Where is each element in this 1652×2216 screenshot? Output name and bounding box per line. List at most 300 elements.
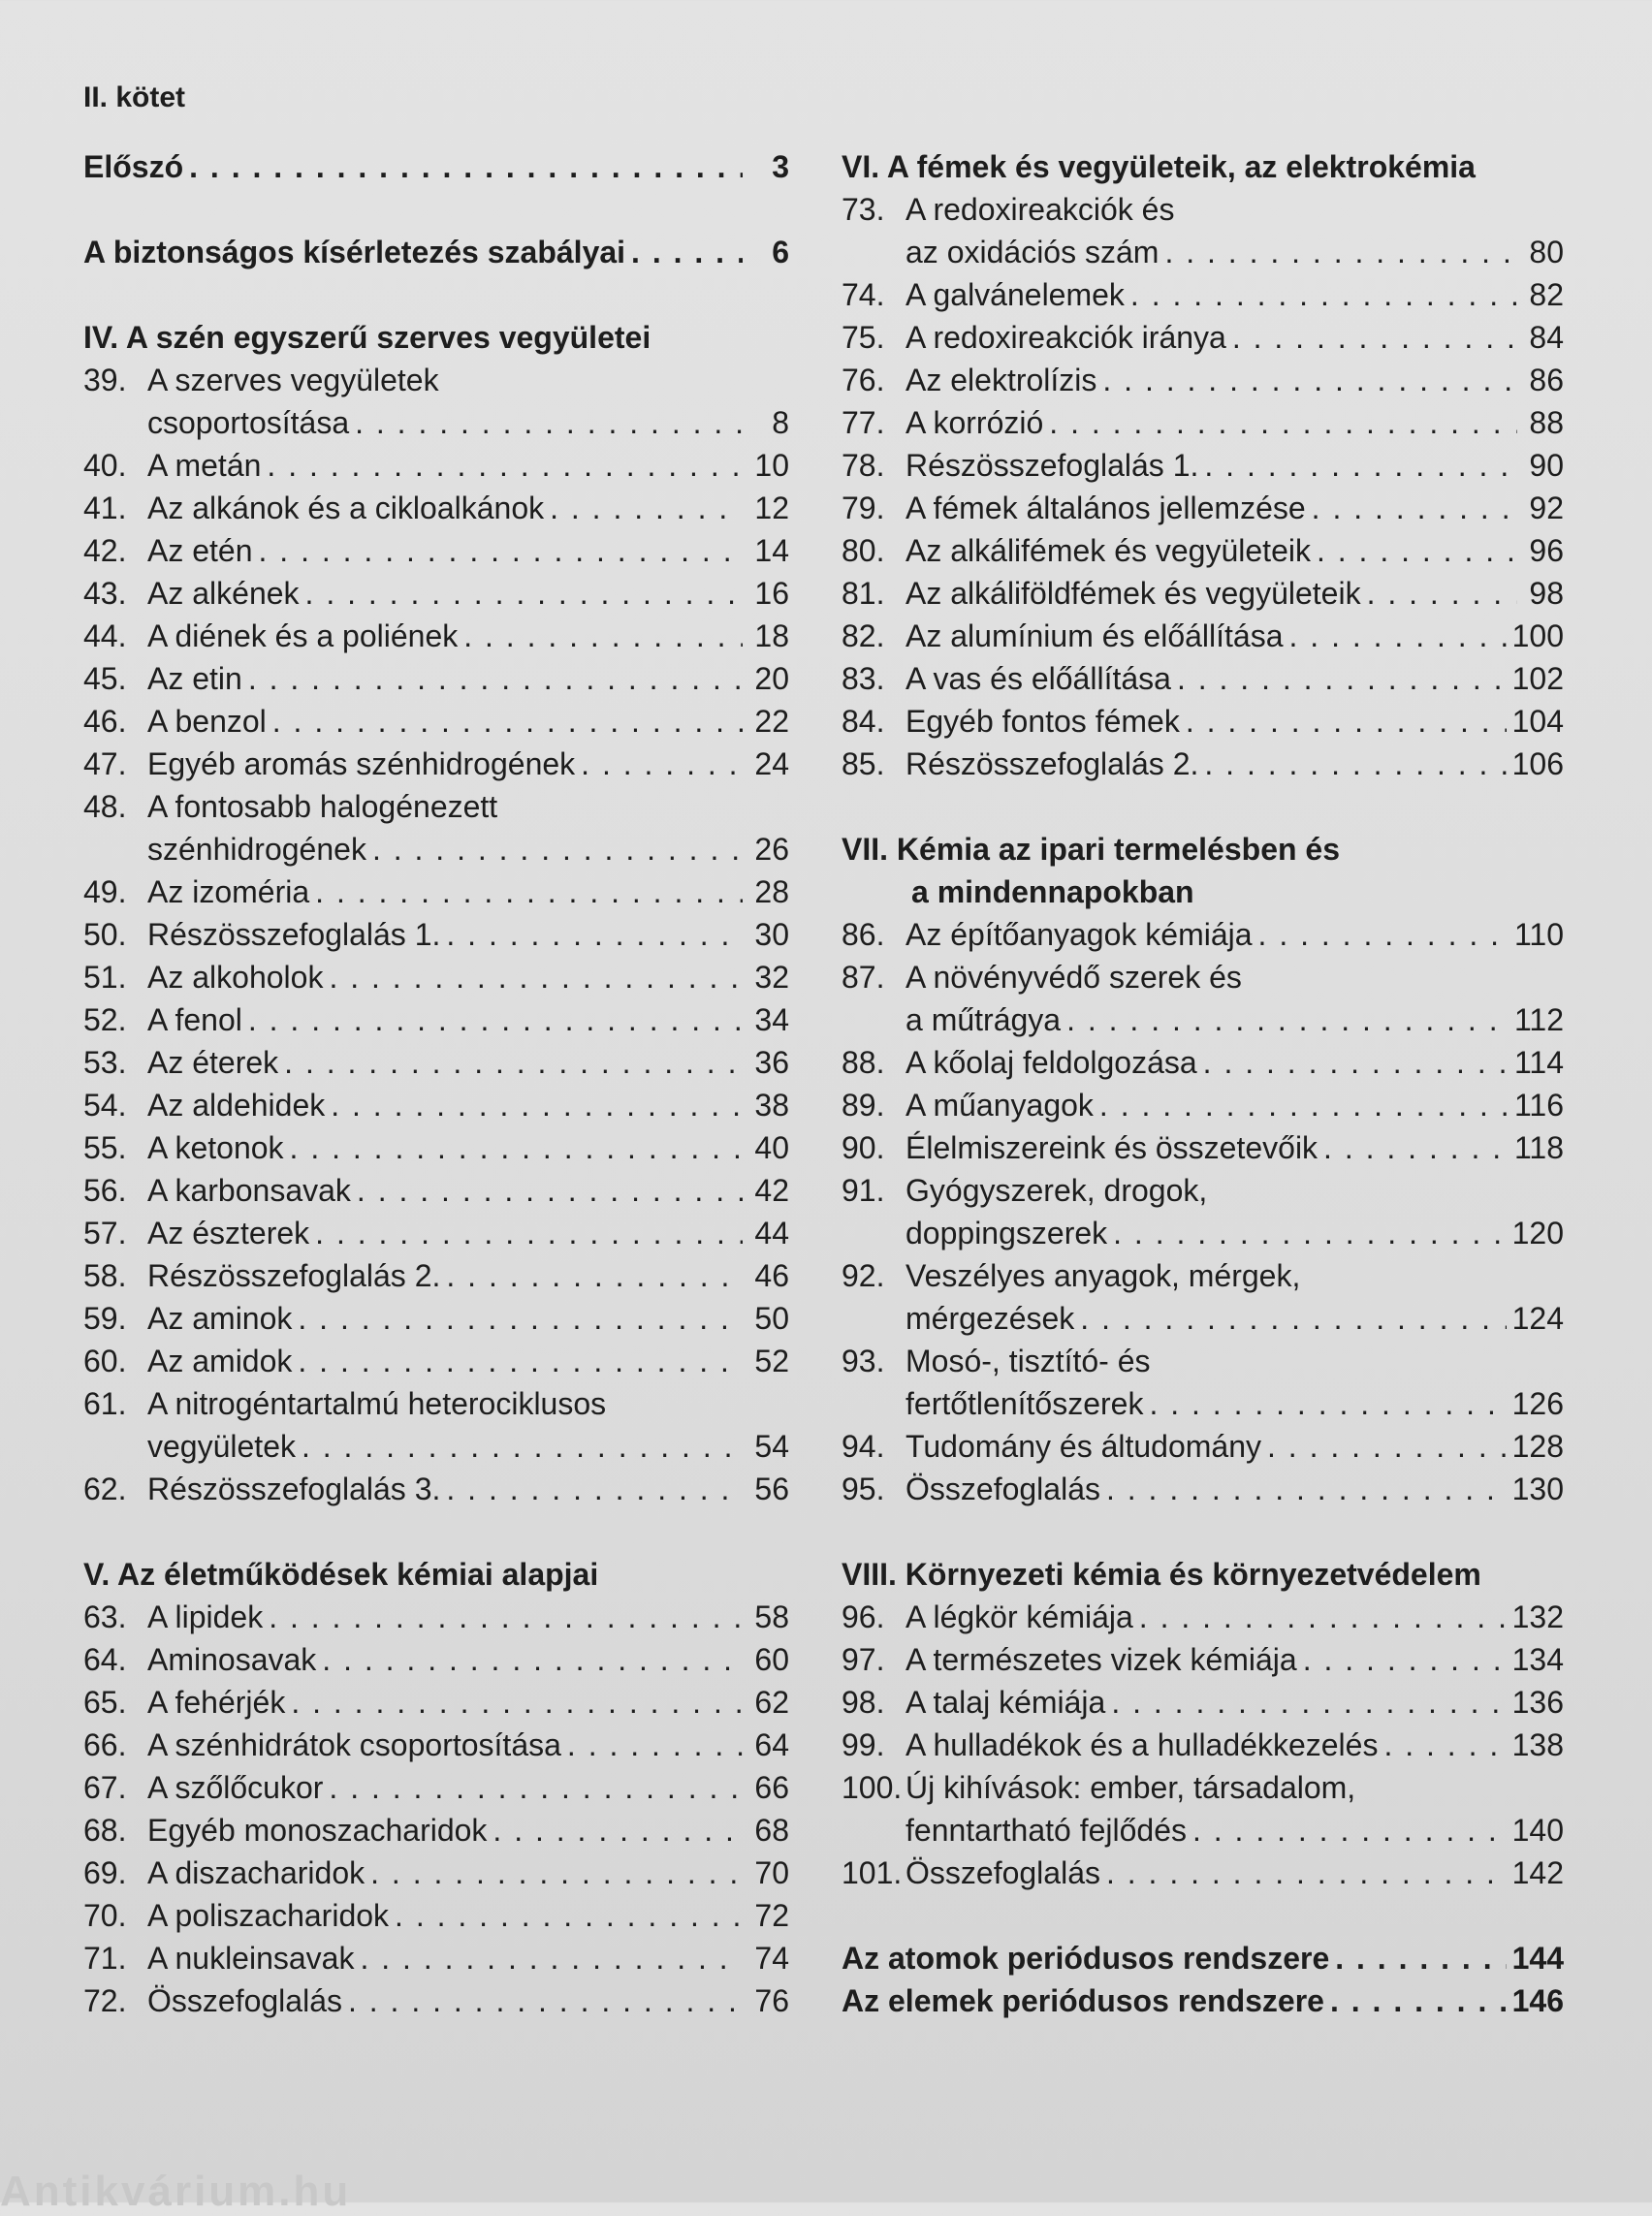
toc-entry[interactable] <box>842 572 1564 615</box>
toc-entry-title: 50. Részösszefoglalás 1. <box>83 913 440 956</box>
leader-dots <box>446 1254 743 1297</box>
toc-entry-line <box>842 188 1564 231</box>
toc-entry[interactable] <box>83 401 789 444</box>
toc-entry-number: 66. <box>83 1727 127 1762</box>
toc-entry-title: 83. A vas és előállítása <box>842 657 1171 700</box>
leader-dots <box>581 743 743 785</box>
toc-page-number: 62 <box>754 1685 789 1720</box>
leader-dots <box>1106 1468 1507 1510</box>
toc-entry[interactable] <box>842 1297 1564 1340</box>
toc-entry-title: 52. A fenol <box>83 998 242 1041</box>
toc-entry-number: 44. <box>83 618 127 653</box>
toc-entry[interactable] <box>842 998 1564 1041</box>
toc-entry[interactable] <box>842 316 1564 359</box>
toc-entry-title: 60. Az amidok <box>83 1340 292 1382</box>
toc-entry-title: 62. Részösszefoglalás 3. <box>83 1468 440 1510</box>
leader-dots <box>357 1169 743 1212</box>
toc-page-number: 30 <box>754 917 789 952</box>
section-gap <box>842 1894 1564 1937</box>
toc-page-number: 64 <box>754 1727 789 1762</box>
leader-dots <box>298 1297 743 1340</box>
toc-entry-title: 54. Az aldehidek <box>83 1084 325 1126</box>
toc-page-number: 56 <box>754 1472 789 1506</box>
toc-entry[interactable] <box>842 401 1564 444</box>
toc-entry-line <box>83 785 789 828</box>
toc-entry[interactable] <box>83 956 789 998</box>
leader-dots <box>1203 1041 1509 1084</box>
toc-page-number: 16 <box>754 576 789 611</box>
toc-entry-number: 90. <box>842 1130 885 1165</box>
toc-page-number: 146 <box>1511 1983 1564 2018</box>
toc-entry[interactable] <box>842 444 1564 487</box>
toc-entry-number: 86. <box>842 917 885 952</box>
toc-entry-line <box>842 1169 1564 1212</box>
toc-left-column <box>83 145 789 2022</box>
toc-entry-line <box>83 1382 789 1425</box>
leader-dots <box>248 657 743 700</box>
toc-entry[interactable] <box>842 529 1564 572</box>
toc-entry-title: 63. A lipidek <box>83 1596 263 1638</box>
section-title: VI. A fémek és vegyületeik, az elektrokémia <box>842 149 1476 184</box>
toc-entry-title: 44. A diének és a poliének <box>83 615 458 657</box>
toc-page-number: 28 <box>754 874 789 909</box>
toc-entry[interactable] <box>842 1852 1564 1894</box>
toc-entry[interactable] <box>842 615 1564 657</box>
leader-dots <box>315 871 743 913</box>
toc-entry[interactable] <box>83 1084 789 1126</box>
toc-page-number: 128 <box>1511 1429 1564 1464</box>
toc-entry[interactable] <box>842 1724 1564 1766</box>
toc-page-number: 22 <box>754 704 789 739</box>
toc-entry-number: 95. <box>842 1472 885 1506</box>
leader-dots <box>1303 1638 1507 1681</box>
toc-entry-title: szénhidrogének <box>147 832 366 867</box>
toc-entry-number: 47. <box>83 746 127 781</box>
toc-entry[interactable] <box>842 700 1564 743</box>
leader-dots <box>1113 1212 1506 1254</box>
toc-page-number: 134 <box>1511 1642 1564 1677</box>
toc-entry[interactable] <box>83 700 789 743</box>
toc-entry-title: 51. Az alkoholok <box>83 956 323 998</box>
toc-entry-number: 81. <box>842 576 885 611</box>
toc-entry[interactable] <box>842 1126 1564 1169</box>
toc-entry-number: 83. <box>842 661 885 696</box>
toc-entry-line <box>842 1340 1564 1382</box>
toc-page-number: 70 <box>754 1855 789 1890</box>
toc-entry-title: 98. A talaj kémiája <box>842 1681 1105 1724</box>
leader-dots <box>1080 1297 1506 1340</box>
toc-entry-number: 71. <box>83 1941 127 1976</box>
toc-entry-number: 78. <box>842 448 885 483</box>
toc-entry-title: 93. Mosó-, tisztító- és <box>842 1340 1151 1382</box>
toc-entry-title: 94. Tudomány és áltudomány <box>842 1425 1261 1468</box>
toc-page-number: 52 <box>754 1344 789 1378</box>
toc-page-number: 140 <box>1511 1813 1564 1848</box>
toc-entry-number: 70. <box>83 1898 127 1933</box>
toc-entry[interactable] <box>842 1681 1564 1724</box>
toc-entry[interactable] <box>83 1212 789 1254</box>
toc-entry-title: 55. A ketonok <box>83 1126 284 1169</box>
toc-entry[interactable] <box>842 657 1564 700</box>
leader-dots <box>360 1937 743 1979</box>
toc-entry-title: Előszó <box>83 149 184 184</box>
leader-dots <box>259 529 743 572</box>
toc-page-number: 144 <box>1511 1941 1564 1976</box>
toc-entry-number: 45. <box>83 661 127 696</box>
toc-entry[interactable] <box>842 1979 1564 2022</box>
toc-page-number: 42 <box>754 1173 789 1208</box>
toc-entry[interactable] <box>83 145 789 188</box>
toc-entry[interactable] <box>83 743 789 785</box>
toc-page-number: 8 <box>772 405 789 440</box>
toc-entry[interactable] <box>842 1596 1564 1638</box>
leader-dots <box>331 1084 743 1126</box>
leader-dots <box>1049 401 1517 444</box>
toc-entry-number: 51. <box>83 960 127 995</box>
toc-right-column <box>842 145 1564 2022</box>
toc-entry[interactable] <box>842 359 1564 401</box>
toc-page-number: 68 <box>754 1813 789 1848</box>
leader-dots <box>1066 998 1509 1041</box>
toc-page-number: 112 <box>1513 1002 1564 1037</box>
toc-entry-number: 80. <box>842 533 885 568</box>
leader-dots <box>1139 1596 1507 1638</box>
toc-entry[interactable] <box>83 1126 789 1169</box>
toc-entry-title: 68. Egyéb monoszacharidok <box>83 1809 487 1852</box>
toc-entry[interactable] <box>842 1382 1564 1425</box>
toc-entry-number: 43. <box>83 576 127 611</box>
toc-entry-title: az oxidációs szám <box>905 235 1160 269</box>
section-gap <box>83 188 789 231</box>
toc-page-number: 3 <box>772 149 789 184</box>
toc-entry[interactable] <box>83 1596 789 1638</box>
leader-dots <box>1192 1809 1507 1852</box>
leader-dots <box>1106 1852 1507 1894</box>
toc-entry-title: 100. Új kihívások: ember, társadalom, <box>842 1766 1355 1809</box>
toc-entry[interactable] <box>842 743 1564 785</box>
toc-page-number: 142 <box>1511 1855 1564 1890</box>
toc-page-number: 60 <box>754 1642 789 1677</box>
toc-entry-number: 91. <box>842 1173 885 1208</box>
toc-entry-number: 60. <box>83 1344 127 1378</box>
toc-entry[interactable] <box>842 1084 1564 1126</box>
toc-entry-number: 55. <box>83 1130 127 1165</box>
toc-entry[interactable] <box>83 1638 789 1681</box>
toc-page-number: 76 <box>754 1983 789 2018</box>
leader-dots <box>1289 615 1507 657</box>
toc-entry[interactable] <box>83 1681 789 1724</box>
toc-entry-title: 77. A korrózió <box>842 401 1043 444</box>
toc-entry-number: 87. <box>842 960 885 995</box>
leader-dots <box>463 615 743 657</box>
toc-entry[interactable] <box>83 1937 789 1979</box>
toc-entry[interactable] <box>83 572 789 615</box>
toc-page-number: 116 <box>1513 1088 1564 1123</box>
toc-entry-number: 67. <box>83 1770 127 1805</box>
toc-entry[interactable] <box>83 529 789 572</box>
toc-entry[interactable] <box>83 1340 789 1382</box>
toc-entry-title: 53. Az éterek <box>83 1041 278 1084</box>
toc-entry-title: 41. Az alkánok és a cikloalkánok <box>83 487 544 529</box>
toc-entry-title: vegyületek <box>147 1429 296 1464</box>
toc-entry-title: 58. Részösszefoglalás 2. <box>83 1254 440 1297</box>
toc-page-number: 6 <box>772 235 789 269</box>
toc-entry-title: 88. A kőolaj feldolgozása <box>842 1041 1197 1084</box>
toc-entry-title: 90. Élelmiszereink és összetevőik <box>842 1126 1318 1169</box>
toc-page-number: 106 <box>1511 746 1564 781</box>
leader-dots <box>1186 700 1507 743</box>
toc-entry-number: 49. <box>83 874 127 909</box>
toc-entry[interactable] <box>83 1724 789 1766</box>
toc-entry-number: 89. <box>842 1088 885 1123</box>
leader-dots <box>631 231 743 273</box>
toc-entry-number: 74. <box>842 277 885 312</box>
toc-entry-number: 46. <box>83 704 127 739</box>
toc-entry-number: 69. <box>83 1855 127 1890</box>
toc-entry-title: 82. Az alumínium és előállítása <box>842 615 1284 657</box>
toc-entry-title: Az atomok periódusos rendszere <box>842 1941 1330 1976</box>
toc-entry-number: 84. <box>842 704 885 739</box>
toc-entry-title: 73. A redoxireakciók és <box>842 188 1174 231</box>
toc-page-number: 138 <box>1511 1727 1564 1762</box>
toc-entry[interactable] <box>83 615 789 657</box>
toc-entry[interactable] <box>842 1425 1564 1468</box>
toc-page-number: 92 <box>1529 491 1564 525</box>
leader-dots <box>348 1979 743 2022</box>
toc-entry[interactable] <box>842 1468 1564 1510</box>
toc-entry-title: 42. Az etén <box>83 529 253 572</box>
toc-entry-number: 97. <box>842 1642 885 1677</box>
toc-entry[interactable] <box>83 913 789 956</box>
toc-entry-number: 40. <box>83 448 127 483</box>
toc-entry-number: 99. <box>842 1727 885 1762</box>
leader-dots <box>329 956 743 998</box>
leader-dots <box>1232 316 1517 359</box>
toc-entry-title: doppingszerek <box>905 1216 1108 1250</box>
toc-entry[interactable] <box>83 657 789 700</box>
leader-dots <box>1317 529 1517 572</box>
section-title: VIII. Környezeti kémia és környezetvédelem <box>842 1557 1481 1592</box>
section-title: IV. A szén egyszerű szerves vegyületei <box>83 320 651 355</box>
toc-entry-title: 67. A szőlőcukor <box>83 1766 323 1809</box>
toc-page-number: 130 <box>1511 1472 1564 1506</box>
toc-page-number: 124 <box>1511 1301 1564 1336</box>
toc-entry-number: 98. <box>842 1685 885 1720</box>
toc-entry-title: 48. A fontosabb halogénezett <box>83 785 497 828</box>
toc-entry-number: 75. <box>842 320 885 355</box>
toc-page-number: 104 <box>1511 704 1564 739</box>
toc-page-number: 34 <box>754 1002 789 1037</box>
leader-dots <box>1177 657 1507 700</box>
toc-entry-number: 96. <box>842 1599 885 1634</box>
toc-page-number: 102 <box>1511 661 1564 696</box>
toc-entry[interactable] <box>83 871 789 913</box>
toc-page-number: 86 <box>1529 363 1564 397</box>
leader-dots <box>1130 273 1517 316</box>
leader-dots <box>284 1041 743 1084</box>
toc-page-number: 46 <box>754 1258 789 1293</box>
toc-entry[interactable] <box>83 1766 789 1809</box>
toc-entry-title: a műtrágya <box>905 1002 1062 1037</box>
toc-entry[interactable] <box>83 1254 789 1297</box>
toc-page-number: 118 <box>1513 1130 1564 1165</box>
toc-entry-number: 94. <box>842 1429 885 1464</box>
toc-entry-number: 77. <box>842 405 885 440</box>
leader-dots <box>1204 743 1506 785</box>
toc-entry[interactable] <box>83 1979 789 2022</box>
toc-entry-title: 69. A diszacharidok <box>83 1852 365 1894</box>
toc-entry[interactable] <box>83 487 789 529</box>
toc-entry-number: 92. <box>842 1258 885 1293</box>
toc-entry-number: 39. <box>83 363 127 397</box>
toc-entry[interactable] <box>83 1297 789 1340</box>
toc-entry-title: 85. Részösszefoglalás 2. <box>842 743 1198 785</box>
toc-entry-number: 41. <box>83 491 127 525</box>
leader-dots <box>272 700 743 743</box>
toc-entry-title: 92. Veszélyes anyagok, mérgek, <box>842 1254 1300 1297</box>
toc-entry-number: 68. <box>83 1813 127 1848</box>
toc-entry-number: 100. <box>842 1770 903 1805</box>
toc-entry-title: 66. A szénhidrátok csoportosítása <box>83 1724 561 1766</box>
toc-page-number: 120 <box>1511 1216 1564 1250</box>
leader-dots <box>370 1852 743 1894</box>
toc-page-number: 90 <box>1529 448 1564 483</box>
toc-entry-title: 97. A természetes vizek kémiája <box>842 1638 1297 1681</box>
toc-entry[interactable] <box>842 1041 1564 1084</box>
toc-entry-line <box>842 1254 1564 1297</box>
toc-entry[interactable] <box>83 1041 789 1084</box>
toc-entry[interactable] <box>842 231 1564 273</box>
toc-page-number: 98 <box>1529 576 1564 611</box>
toc-entry[interactable] <box>83 231 789 273</box>
toc-entry[interactable] <box>83 1852 789 1894</box>
toc-entry-number: 76. <box>842 363 885 397</box>
toc-entry-title: 72. Összefoglalás <box>83 1979 342 2022</box>
toc-entry-number: 61. <box>83 1386 127 1421</box>
toc-entry-title: 95. Összefoglalás <box>842 1468 1100 1510</box>
leader-dots <box>189 145 743 188</box>
toc-entry[interactable] <box>842 913 1564 956</box>
leader-dots <box>446 1468 743 1510</box>
toc-entry-title: Az elemek periódusos rendszere <box>842 1983 1324 2018</box>
toc-page-number: 24 <box>754 746 789 781</box>
toc-entry[interactable] <box>83 1425 789 1468</box>
toc-entry[interactable] <box>83 998 789 1041</box>
toc-page-number: 26 <box>754 832 789 867</box>
toc-entry-title: 87. A növényvédő szerek és <box>842 956 1242 998</box>
toc-entry[interactable] <box>83 1169 789 1212</box>
toc-entry-title: A biztonságos kísérletezés szabályai <box>83 235 626 269</box>
toc-page-number: 54 <box>754 1429 789 1464</box>
toc-entry-title: 99. A hulladékok és a hulladékkezelés <box>842 1724 1378 1766</box>
toc-page-number: 96 <box>1529 533 1564 568</box>
toc-entry-title: 96. A légkör kémiája <box>842 1596 1133 1638</box>
toc-entry[interactable] <box>842 1937 1564 1979</box>
toc-entry-title: 80. Az alkálifémek és vegyületeik <box>842 529 1311 572</box>
toc-page-number: 88 <box>1529 405 1564 440</box>
toc-entry[interactable] <box>83 1894 789 1937</box>
toc-entry-number: 42. <box>83 533 127 568</box>
toc-entry[interactable] <box>842 273 1564 316</box>
toc-page-number: 38 <box>754 1088 789 1123</box>
toc-page-number: 50 <box>754 1301 789 1336</box>
leader-dots <box>248 998 743 1041</box>
leader-dots <box>315 1212 743 1254</box>
toc-entry-title: 84. Egyéb fontos fémek <box>842 700 1180 743</box>
toc-entry[interactable] <box>83 1468 789 1510</box>
toc-entry-title: 79. A fémek általános jellemzése <box>842 487 1306 529</box>
toc-entry-title: 40. A metán <box>83 444 261 487</box>
toc-entry[interactable] <box>842 487 1564 529</box>
volume-label: II. kötet <box>83 81 186 113</box>
toc-page-number: 66 <box>754 1770 789 1805</box>
toc-entry-title: 47. Egyéb aromás szénhidrogének <box>83 743 575 785</box>
toc-page-number: 126 <box>1511 1386 1564 1421</box>
toc-entry-number: 72. <box>83 1983 127 2018</box>
toc-entry-title: 78. Részösszefoglalás 1. <box>842 444 1198 487</box>
toc-page-number: 132 <box>1511 1599 1564 1634</box>
toc-entry-title: 86. Az építőanyagok kémiája <box>842 913 1253 956</box>
toc-entry[interactable] <box>83 1809 789 1852</box>
toc-entry-title: 45. Az etin <box>83 657 242 700</box>
leader-dots <box>567 1724 743 1766</box>
section-gap <box>842 785 1564 828</box>
toc-page-number: 136 <box>1511 1685 1564 1720</box>
toc-entry[interactable] <box>842 1809 1564 1852</box>
toc-entry-title: 70. A poliszacharidok <box>83 1894 389 1937</box>
toc-entry-number: 48. <box>83 789 127 824</box>
toc-entry[interactable] <box>842 1638 1564 1681</box>
leader-dots <box>1267 1425 1507 1468</box>
toc-page-number: 36 <box>754 1045 789 1080</box>
toc-page-number: 110 <box>1513 917 1564 952</box>
toc-entry-number: 50. <box>83 917 127 952</box>
toc-entry-number: 53. <box>83 1045 127 1080</box>
toc-entry-title: 57. Az észterek <box>83 1212 309 1254</box>
toc-page-number: 44 <box>754 1216 789 1250</box>
toc-page-number: 40 <box>754 1130 789 1165</box>
toc-page-number: 82 <box>1529 277 1564 312</box>
leader-dots <box>1312 487 1517 529</box>
leader-dots <box>446 913 743 956</box>
leader-dots <box>1383 1724 1506 1766</box>
toc-entry[interactable] <box>83 828 789 871</box>
leader-dots <box>372 828 743 871</box>
toc-entry-title: 76. Az elektrolízis <box>842 359 1096 401</box>
toc-entry-number: 64. <box>83 1642 127 1677</box>
toc-entry-number: 54. <box>83 1088 127 1123</box>
leader-dots <box>1102 359 1517 401</box>
section-title: V. Az életműködések kémiai alapjai <box>83 1557 599 1592</box>
toc-entry-line <box>842 1766 1564 1809</box>
toc-entry[interactable] <box>83 444 789 487</box>
toc-entry-title: 46. A benzol <box>83 700 267 743</box>
leader-dots <box>1164 231 1517 273</box>
toc-entry-title: 49. Az izoméria <box>83 871 309 913</box>
toc-page-number: 84 <box>1529 320 1564 355</box>
toc-entry-title: 71. A nukleinsavak <box>83 1937 354 1979</box>
toc-entry-title: 43. Az alkének <box>83 572 300 615</box>
leader-dots <box>1330 1979 1507 2022</box>
leader-dots <box>355 401 743 444</box>
toc-entry-number: 82. <box>842 618 885 653</box>
toc-entry-line <box>83 359 789 401</box>
toc-entry-number: 65. <box>83 1685 127 1720</box>
toc-entry-title: 81. Az alkáliföldfémek és vegyületeik <box>842 572 1361 615</box>
leader-dots <box>269 1596 743 1638</box>
toc-entry[interactable] <box>842 1212 1564 1254</box>
toc-entry-title: 56. A karbonsavak <box>83 1169 351 1212</box>
